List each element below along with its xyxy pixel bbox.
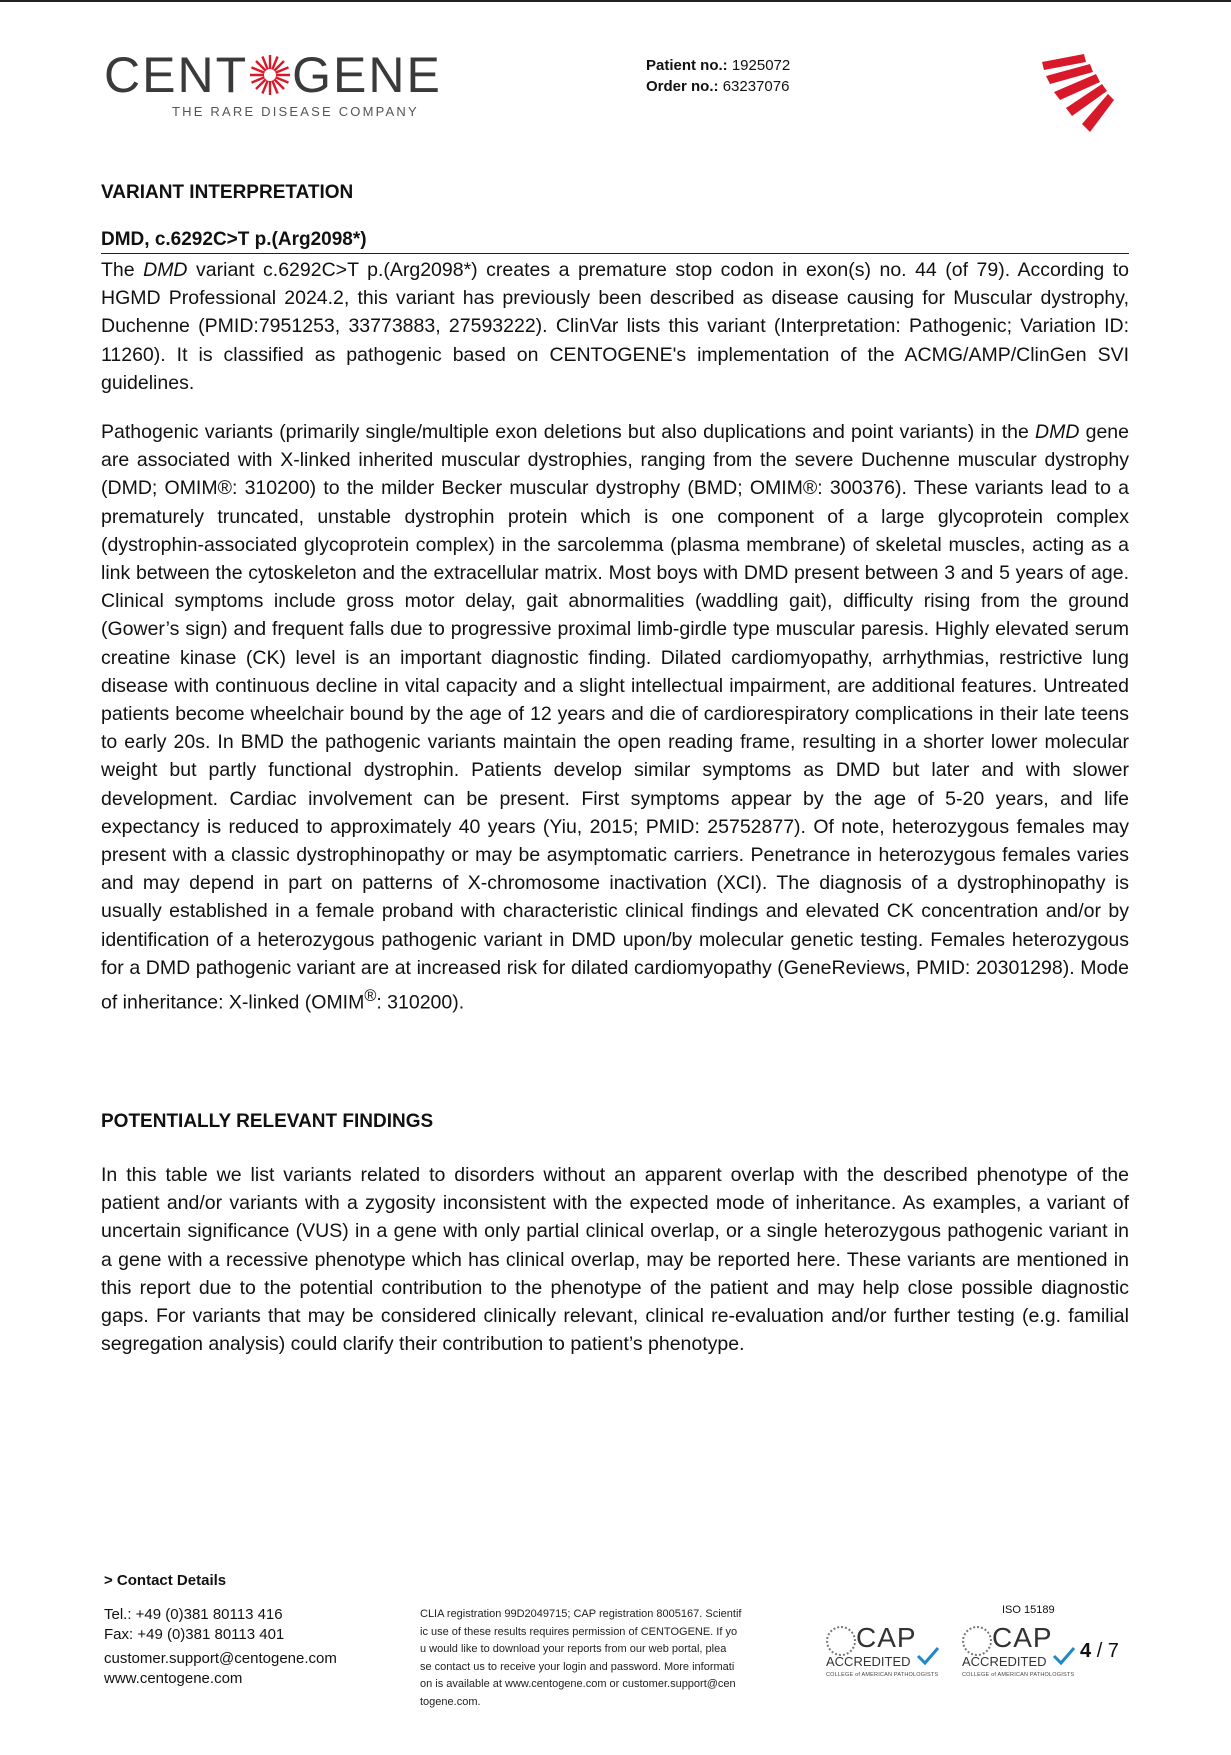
iso-text: ISO 15189 (1002, 1604, 1055, 1616)
page-total: / 7 (1096, 1640, 1119, 1662)
footer (0, 1568, 1231, 1718)
college-text: COLLEGE of AMERICAN PATHOLOGISTS (826, 1672, 939, 1678)
centogene-logo (104, 47, 442, 119)
cap-text: CAP (992, 1622, 1053, 1653)
contact-fax: Fax: +49 (0)381 80113 401 (104, 1626, 285, 1643)
logo-tagline: THE RARE DISEASE COMPANY (172, 104, 419, 119)
cap-text: CAP (856, 1622, 917, 1653)
legal-line: u would like to download your reports from our web portal, plea (420, 1643, 727, 1655)
top-rule (0, 0, 1231, 2)
college-text: COLLEGE of AMERICAN PATHOLOGISTS (962, 1672, 1075, 1678)
patient-no-value: 1925072 (731, 57, 791, 74)
p1-pre: The (101, 259, 144, 281)
section-heading-variant-interpretation: VARIANT INTERPRETATION (101, 182, 354, 203)
contact-web[interactable]: www.centogene.com (104, 1670, 243, 1687)
checkmark-icon (916, 1646, 940, 1666)
contact-tel: Tel.: +49 (0)381 80113 416 (104, 1606, 283, 1623)
logo-text-tail: GENE (292, 47, 442, 103)
patient-info (646, 55, 790, 97)
logo-text: CENT (104, 47, 249, 103)
section-heading-relevant-findings: POTENTIALLY RELEVANT FINDINGS (101, 1111, 434, 1132)
cap-accredited-badge (826, 1616, 948, 1686)
variant-title: DMD, c.6292C>T p.(Arg2098*) (101, 229, 1129, 254)
page-current: 4 (1080, 1640, 1092, 1662)
accredited-text: ACCREDITED (826, 1654, 911, 1669)
cap-globe-icon (962, 1626, 992, 1656)
p2-pre: Pathogenic variants (primarily single/multiple exon deletions but also duplications and point variants) in the (101, 421, 1036, 443)
p2-registered-mark: ® (364, 987, 377, 1006)
checkmark-icon (1052, 1646, 1076, 1666)
legal-line: ic use of these results requires permission of CENTOGENE. If yo (420, 1625, 738, 1638)
cap-globe-icon (826, 1626, 856, 1656)
findings-paragraph: In this table we list variants related to disorders without an apparent overlap with the described phenotype of the patient and/or variants with a zygosity inconsistent with the expected mode of inheritance. As examples, a variant of uncertain significance (VUS) in a gene with only partial clinical overlap, or a single heterozygous pathogenic variant in a gene with a recessive phenotype which has clinical overlap, may be reported here. These variants are mentioned in this report due to the potential contribution to the phenotype of the patient and may help close possible diagnostic gaps. For variants that may be considered clinically relevant, clinical re-evaluation and/or further testing (e.g. familial segregation analysis) could clarify their contribution to patient’s phenotype. (101, 1164, 1129, 1356)
legal-notice (420, 1606, 800, 1711)
p2-gene: DMD (1035, 421, 1080, 443)
legal-line: se contact us to receive your login and password. More informati (420, 1660, 735, 1673)
accredited-text: ACCREDITED (962, 1654, 1047, 1669)
p2-post: gene are associated with X-linked inherited muscular dystrophies, ranging from the severe Duchenne muscular dystrophy (DMD; OMIM®: 310200) to the milder Becker muscular dystrophy (BMD; OMIM®: 300376). These variants lead to a prematurely truncated, unstable dystrophin protein which is one component of a large glycoprotein complex (dystrophin-associated glycoprotein complex) in the sarcolemma (plasma membrane) of skeletal muscles, acting as a link between the cytoskeleton and the extracellular matrix. Most boys with DMD present between 3 and 5 years of age. Clinical symptoms include gross motor delay, gait abnormalities (waddling gait), difficulty rising from the ground (Gower’s sign) and frequent falls due to progressive proximal limb-girdle type muscular paresis. Highly elevated serum creatine kinase (CK) level is an important diagnostic finding. Dilated cardiomyopathy, arrhythmias, restrictive lung disease with continuous decline in vital capacity and a slight intellectual impairment, are additional features. Untreated patients become wheelchair bound by the age of 12 years and die of cardiorespiratory complications in their late teens to early 20s. In BMD the pathogenic variants maintain the open reading frame, resulting in a shorter lower molecular weight but partly functional dystrophin. Patients develop similar symptoms as DMD but later and with slower development. Cardiac involvement can be present. First symptoms appear by the age of 5-20 years, and life expectancy is reduced to approximately 40 years (Yiu, 2015; PMID: 25752877). Of note, heterozygous females may present with a classic dystrophinopathy or may be asymptomatic carriers. Penetrance in heterozygous females varies and may depend in part on patterns of X-chromosome inactivation (XCI). The diagnosis of a dystrophinopathy is usually established in a female proband with characteristic clinical findings and elevated CK concentration and/or by identification of a heterozygous pathogenic variant in DMD upon/by molecular genetic testing. Females heterozygous for a DMD pathogenic variant are at increased risk for dilated cardiomyopathy (GeneReviews, PMID: 20301298). Mode of inheritance: X-linked (OMIM (101, 421, 1129, 1014)
patient-no-label: Patient no.: (646, 57, 728, 74)
legal-line: on is available at www.centogene.com or customer.support@cen (420, 1678, 736, 1690)
variant-paragraph-1 (101, 256, 1129, 397)
iso-cap-accredited-badge (962, 1604, 1084, 1686)
p1-post: variant c.6292C>T p.(Arg2098*) creates a premature stop codon in exon(s) no. 44 (of 79). According to HGMD Professional 2024.2, this variant has previously been described as disease causing for Muscular dystrophy, Duchenne (PMID:7951253, 33773883, 27593222). ClinVar lists this variant (Interpretation: Pathogenic; Variation ID: 11260). It is classified as pathogenic based on CENTOGENE's implementation of the ACMG/AMP/ClinGen SVI guidelines. (101, 259, 1129, 394)
order-no-label: Order no.: (646, 78, 719, 95)
contact-title: > Contact Details (104, 1572, 227, 1589)
order-no-value: 63237076 (722, 78, 790, 95)
legal-line: togene.com. (420, 1695, 481, 1708)
contact-email[interactable]: customer.support@centogene.com (104, 1650, 337, 1667)
p2-end: : 310200). (376, 991, 465, 1014)
logo-sun-icon (249, 54, 291, 96)
variant-paragraph-2 (101, 418, 1129, 1017)
page-number (1080, 1640, 1119, 1663)
logo-wordmark (104, 47, 442, 103)
legal-line: CLIA registration 99D2049715; CAP registration 8005167. Scientif (420, 1608, 742, 1620)
centogene-rays-icon (1040, 52, 1122, 134)
p1-gene: DMD (143, 259, 188, 281)
